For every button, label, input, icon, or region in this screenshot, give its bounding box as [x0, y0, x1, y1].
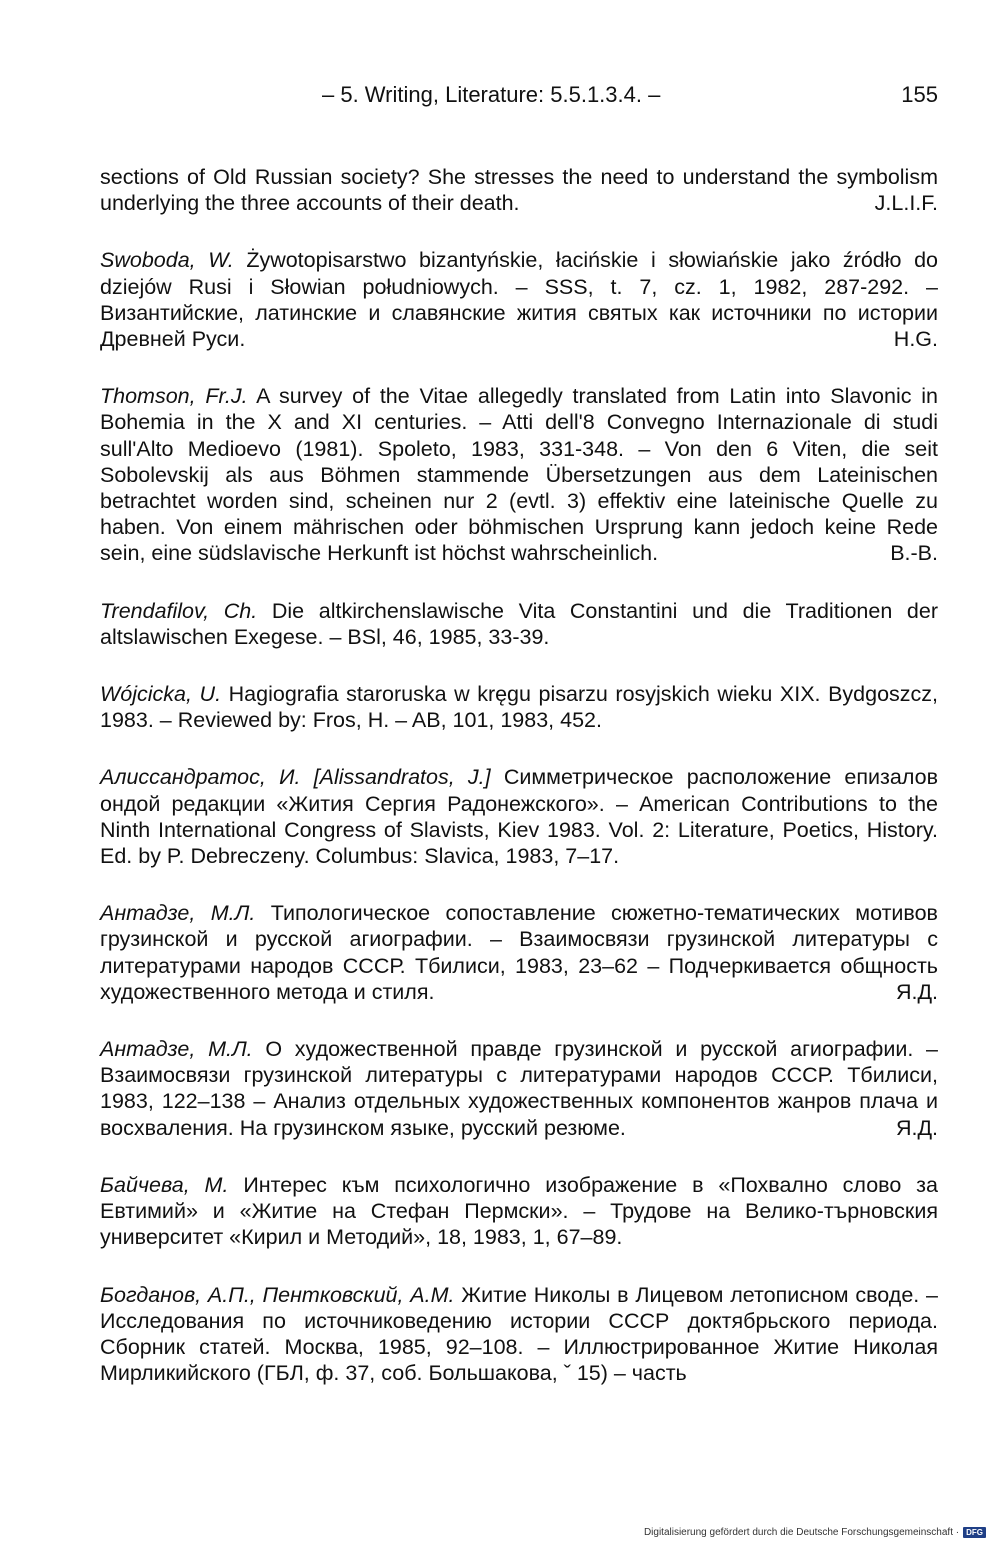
bibliography-entry — [100, 1282, 938, 1387]
entry-author: Антадзе, М.Л. — [100, 1037, 253, 1062]
bibliography-entry — [100, 383, 938, 566]
entry-author: Swoboda, W. — [100, 248, 234, 273]
entry-text: sections of Old Russian society? She stresses the need to understand the symbolism underlying the three accounts of their death. — [100, 165, 938, 216]
bibliography-entry — [100, 247, 938, 352]
entry-text: Типологическое сопоставление сюжетно-тематических мотивов грузинской и русской агиографии. – Взаимосвязи грузинской литературы с литературами народов СССР. Тбилиси, 1983, 23–62 – Подчеркивается общность художественного метода и стиля. — [100, 901, 938, 1004]
entry-author: Байчева, М. — [100, 1172, 229, 1197]
entry-text: Żywotopisarstwo bizantyńskie, łacińskie i słowiańskie jako źródło do dziejów Rusi i Słowian południowych. – SSS, t. 7, cz. 1, 1982, 287-292. – Византийские, латинские и славянские жития святых как источники по истории Древней Руси. — [100, 248, 938, 352]
entry-text: О художественной правде грузинской и русской агиографии. – Взаимосвязи грузинской литературы с литературами народов СССР. Тбилиси, 1983, 122–138 – Анализ отдельных художественных компонентов жанров плача и восхваления. На грузинском языке, русский резюме. — [100, 1037, 938, 1140]
entry-text: Симметрическое расположение епизалов ондой редакции «Жития Сергия Радонежского». – American Contributions to the Ninth International Congress of Slavists, Kiev 1983. Vol. 2: Literature, Poetics, History. Ed. by P. Debreczeny. Columbus: Slavica, 1983, 7–17. — [100, 765, 938, 869]
bibliography-entry — [100, 1036, 938, 1141]
footer-credit: Digitalisierung gefördert durch die Deutsche Forschungsgemeinschaft · — [643, 1527, 960, 1538]
reviewer-initials: B.-B. — [890, 541, 938, 566]
bibliography-entry — [100, 681, 938, 733]
bibliography-entry — [100, 900, 938, 1005]
bibliography-entry — [100, 1172, 938, 1251]
reviewer-initials: Я.Д. — [895, 979, 938, 1004]
entry-text: Die altkirchenslawische Vita Constantini und die Traditionen der altslawischen Exegese. – BSl, 46, 1985, 33-39. — [100, 598, 938, 649]
entry-author: Алиссандратос, И. [Alissandratos, J.] — [100, 765, 491, 790]
page-number: 155 — [901, 82, 938, 107]
dfg-logo: DFG — [963, 1527, 986, 1538]
bibliography-entries — [100, 164, 938, 1417]
entry-text: Житие Николы в Лицевом летописном своде. – Исследования по источниковедению истории СССР доктябрьского периода. Сборник статей. Москва, 1985, 92–108. – Иллюстрированное Житие Николая Мирликийского (ГБЛ, ф. 37, соб. Большакова, ˇ 15) – часть — [100, 1282, 938, 1386]
entry-text: Интерес към психологично изображение в «Похвално слово за Евтимий» и «Житие на Стефан Пермски». – Трудове на Велико-търновския университет «Кирил и Методий», 18, 1983, 1, 67–89. — [100, 1172, 938, 1250]
digitization-footer — [644, 1527, 986, 1538]
reviewer-initials: J.L.I.F. — [874, 191, 938, 216]
entry-text: Hagiografia staroruska w kręgu pisarzu rosyjskich wieku XIX. Bydgoszcz, 1983. – Reviewed by: Fros, H. – AB, 101, 1983, 452. — [100, 682, 939, 733]
entry-text: A survey of the Vitae allegedly translated from Latin into Slavonic in Bohemia in the X and XI centuries. – Atti dell'8 Convegno Internazionale di studi sull'Alto Medioevo (1981). Spoleto, 1983, 331-348. – Von den 6 Viten, die seit Sobolevskij als aus Böhmen stammende Übersetzungen aus dem Lateinischen betrachtet worden sind, scheinen nur 2 (evtl. 3) effektiv eine lateinische Quelle zu haben. Von einem mährischen oder böhmischen Ursprung kann jedoch keine Rede sein, eine südslavische Herkunft ist höchst wahrscheinlich. — [100, 384, 938, 566]
bibliography-entry — [100, 598, 938, 650]
entry-author: Антадзе, М.Л. — [100, 901, 256, 926]
entry-author: Trendafilov, Ch. — [100, 598, 258, 623]
running-title: – 5. Writing, Literature: 5.5.1.3.4. – — [322, 82, 661, 107]
entry-author: Thomson, Fr.J. — [100, 384, 248, 409]
page-header — [100, 82, 938, 118]
entry-author: Богданов, А.П., Пентковский, А.М. — [100, 1282, 455, 1307]
bibliography-entry — [100, 764, 938, 869]
entry-author: Wójcicka, U. — [100, 682, 222, 707]
bibliography-entry — [100, 164, 938, 216]
reviewer-initials: H.G. — [893, 327, 938, 352]
reviewer-initials: Я.Д. — [895, 1115, 938, 1140]
